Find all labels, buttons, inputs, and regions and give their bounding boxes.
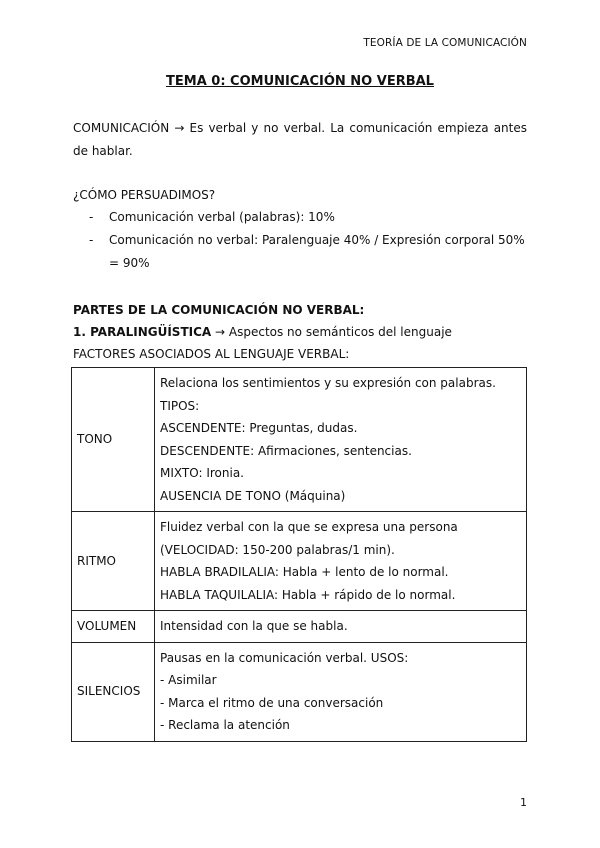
table-row: [72, 642, 527, 741]
table-row: [72, 611, 527, 643]
table-row: [72, 368, 527, 512]
dash-bullet: -: [89, 233, 94, 247]
factors-heading: FACTORES ASOCIADOS AL LENGUAJE VERBAL:: [73, 347, 350, 361]
list-item: [73, 229, 527, 275]
section-heading: PARTES DE LA COMUNICACIÓN NO VERBAL:: [73, 303, 365, 317]
page-title: TEMA 0: COMUNICACIÓN NO VERBAL: [166, 74, 434, 89]
page-number: 1: [520, 796, 527, 809]
factor-description: [155, 642, 527, 741]
dash-bullet: -: [89, 210, 94, 224]
factor-description: [155, 611, 527, 643]
table-row: [72, 512, 527, 611]
factor-description: [155, 512, 527, 611]
description-line: Fluidez verbal con la que se expresa una persona: [160, 520, 458, 534]
factor-name: VOLUMEN: [72, 611, 155, 643]
description-line: Intensidad con la que se habla.: [160, 619, 348, 633]
list-item: [73, 206, 527, 229]
description-line: MIXTO: Ironia.: [160, 466, 244, 480]
description-line: - Marca el ritmo de una conversación: [160, 695, 384, 710]
list-item-text: Comunicación verbal (palabras): 10%: [109, 210, 335, 224]
paralinguistics-line: [73, 321, 527, 344]
factor-description: [155, 368, 527, 512]
description-line: DESCENDENTE: Afirmaciones, sentencias.: [160, 443, 412, 458]
description-line: ASCENDENTE: Preguntas, dudas.: [160, 421, 358, 435]
factor-name: SILENCIOS: [72, 642, 155, 741]
description-line: Pausas en la comunicación verbal. USOS:: [160, 650, 409, 665]
paralinguistics-desc: → Aspectos no semánticos del lenguaje: [211, 325, 452, 339]
running-header: TEORÍA DE LA COMUNICACIÓN: [363, 37, 527, 49]
paralinguistics-term: 1. PARALINGÜÍSTICA: [73, 325, 212, 339]
persuasion-list: [73, 206, 527, 275]
description-line: Relaciona los sentimientos y su expresión con palabras.: [160, 376, 496, 390]
factors-table: [71, 367, 527, 742]
intro-paragraph: COMUNICACIÓN → Es verbal y no verbal. La comunicación empieza antes de hablar.: [73, 121, 527, 158]
description-line: HABLA TAQUILALIA: Habla + rápido de lo normal.: [160, 587, 456, 602]
description-line: AUSENCIA DE TONO (Máquina): [160, 488, 346, 503]
factor-name: RITMO: [72, 512, 155, 611]
description-line: (VELOCIDAD: 150-200 palabras/1 min).: [160, 542, 395, 557]
list-item-text: Comunicación no verbal: Paralenguaje 40% / Expresión corporal 50% = 90%: [109, 233, 525, 270]
description-line: - Reclama la atención: [160, 718, 290, 732]
persuasion-question: ¿CÓMO PERSUADIMOS?: [73, 188, 216, 202]
description-line: TIPOS:: [160, 398, 200, 413]
factor-name: TONO: [72, 368, 155, 512]
description-line: HABLA BRADILALIA: Habla + lento de lo normal.: [160, 565, 449, 579]
description-line: - Asimilar: [160, 673, 217, 687]
